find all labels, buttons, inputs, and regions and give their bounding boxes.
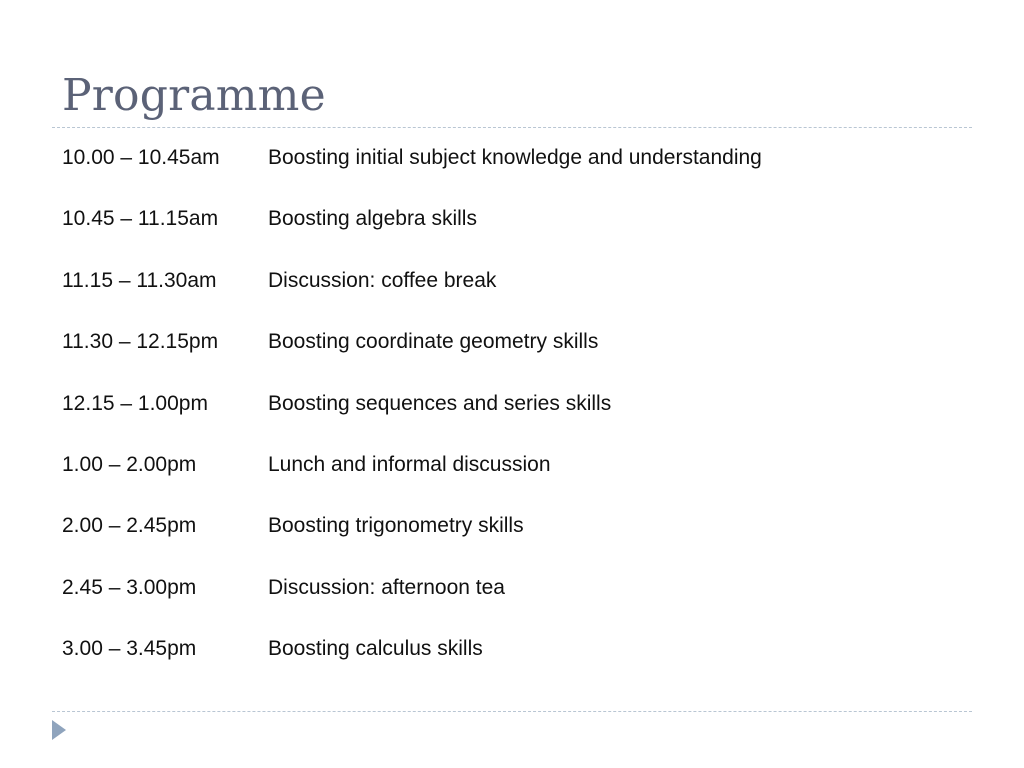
schedule-row bbox=[62, 576, 962, 637]
schedule-activity: Lunch and informal discussion bbox=[268, 452, 551, 476]
schedule-time: 2.45 – 3.00pm bbox=[62, 575, 197, 599]
title-divider bbox=[52, 127, 972, 128]
schedule-row bbox=[62, 514, 962, 575]
schedule-row bbox=[62, 637, 962, 698]
schedule-activity: Boosting sequences and series skills bbox=[268, 391, 612, 415]
footer-divider bbox=[52, 711, 972, 712]
schedule-time: 11.15 – 11.30am bbox=[62, 268, 217, 292]
schedule-activity: Boosting trigonometry skills bbox=[268, 514, 524, 538]
triangle-right-icon[interactable] bbox=[52, 720, 66, 740]
schedule-time: 2.00 – 2.45pm bbox=[62, 514, 197, 538]
schedule-time: 11.30 – 12.15pm bbox=[62, 330, 219, 354]
schedule-time: 10.00 – 10.45am bbox=[62, 146, 220, 169]
schedule-time: 1.00 – 2.00pm bbox=[62, 452, 197, 476]
schedule-row bbox=[62, 392, 962, 453]
schedule-activity: Boosting coordinate geometry skills bbox=[268, 330, 599, 354]
schedule-row bbox=[62, 453, 962, 514]
schedule-row bbox=[62, 330, 962, 391]
programme-schedule bbox=[62, 146, 962, 699]
schedule-row bbox=[62, 146, 962, 207]
schedule-row bbox=[62, 207, 962, 268]
schedule-row bbox=[62, 269, 962, 330]
slide-title: Programme bbox=[62, 70, 326, 121]
schedule-time: 10.45 – 11.15am bbox=[62, 207, 219, 231]
schedule-activity: Boosting calculus skills bbox=[268, 637, 483, 661]
schedule-activity: Discussion: coffee break bbox=[268, 268, 497, 292]
schedule-activity: Boosting algebra skills bbox=[268, 207, 477, 231]
schedule-time: 12.15 – 1.00pm bbox=[62, 391, 208, 415]
schedule-activity: Boosting initial subject knowledge and understanding bbox=[268, 146, 762, 169]
schedule-time: 3.00 – 3.45pm bbox=[62, 637, 197, 661]
schedule-activity: Discussion: afternoon tea bbox=[268, 575, 505, 599]
